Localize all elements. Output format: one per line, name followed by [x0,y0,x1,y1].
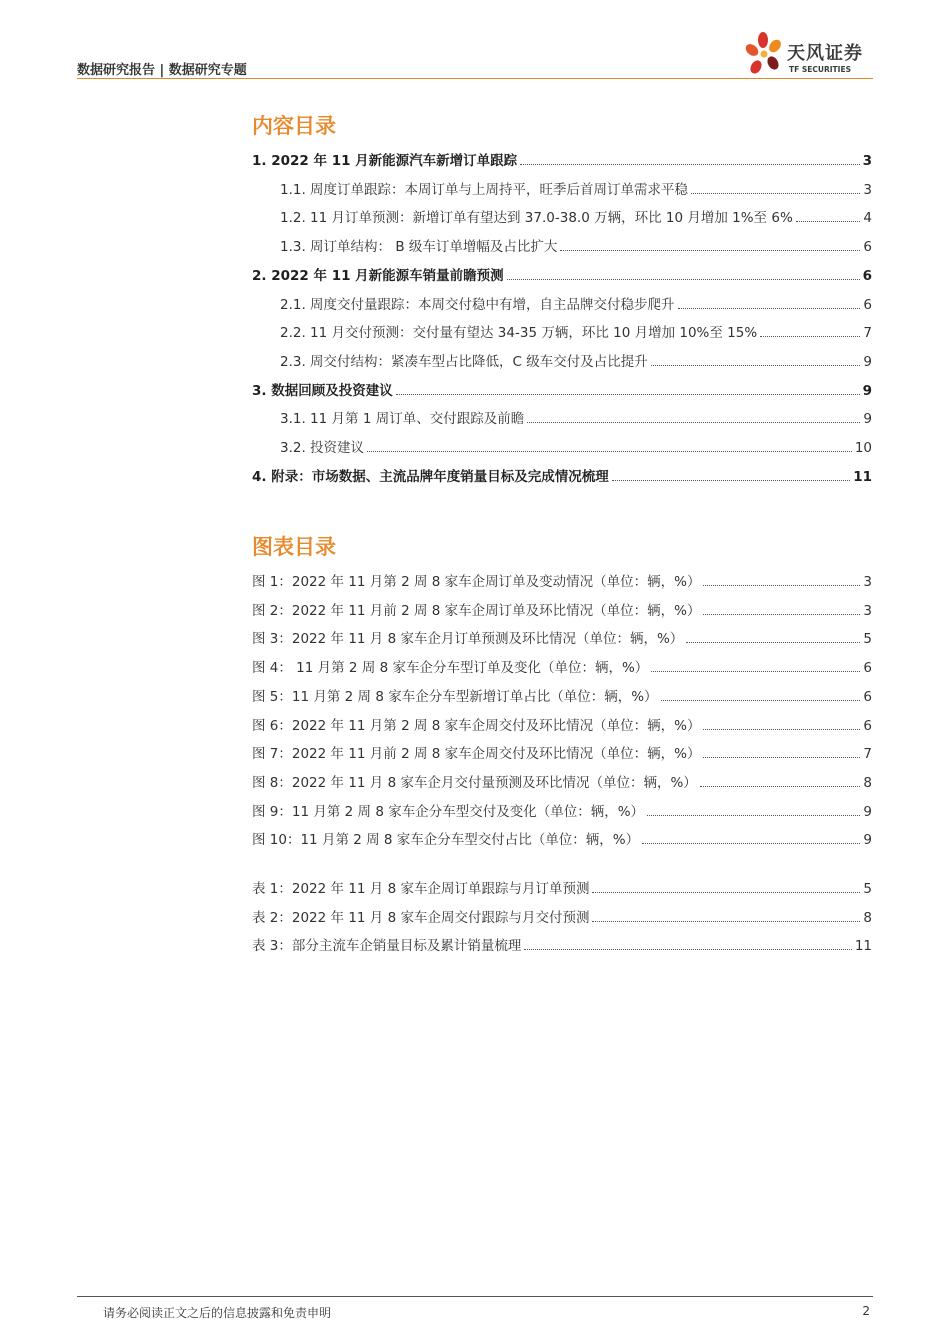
toc-entry-page: 3 [863,602,872,619]
toc-entry[interactable] [252,625,872,647]
toc-entry-text: 图 10：11 月第 2 周 8 家车企分车型交付占比（单位：辆，%） [252,832,640,849]
toc-entry-page: 3 [863,181,872,198]
toc-entry[interactable] [252,826,872,848]
toc-entry-text: 图 2：2022 年 11 月前 2 周 8 家车企周订单及环比情况（单位：辆，%） [252,602,701,619]
toc-entry[interactable] [252,798,872,820]
header-divider [77,78,873,79]
logo-text-cn: 天风证券 [787,43,863,64]
toc-entry[interactable] [252,683,872,705]
toc-leader-dots [527,422,860,423]
toc-entry-page: 11 [853,468,872,485]
toc-entry-page: 8 [863,909,872,926]
toc-entry[interactable] [252,769,872,791]
toc-entry[interactable] [252,712,872,734]
toc-entry-page: 9 [863,832,872,849]
toc-entry[interactable] [252,597,872,619]
toc-leader-dots [703,614,860,615]
toc-entry-page: 3 [863,574,872,590]
toc-entry[interactable] [252,147,872,169]
toc-entry[interactable] [280,348,872,370]
toc-entry-text: 图 8：2022 年 11 月 8 家车企月交付量预测及环比情况（单位：辆，%） [252,774,697,791]
toc-entry-page: 8 [863,774,872,791]
toc-entry-text: 3.2. 投资建议 [280,440,365,456]
toc-entry-text: 1.1. 周度订单跟踪：本周订单与上周持平，旺季后首周订单需求平稳 [280,181,689,198]
toc-entry-text: 3.1. 11 月第 1 周订单、交付跟踪及前瞻 [280,411,525,428]
toc-entry-page: 9 [863,803,872,820]
toc-entry[interactable] [280,204,872,226]
toc-entry[interactable] [280,434,872,456]
toc-entry-page: 11 [854,938,872,955]
toc-leader-dots [396,394,860,395]
toc-entry-text: 图 5：11 月第 2 周 8 家车企分车型新增订单占比（单位：辆，%） [252,688,658,705]
toc-leader-dots [524,949,851,950]
toc-entry[interactable] [252,654,872,676]
toc-entry-page: 9 [862,382,872,399]
toc-leader-dots [367,451,852,452]
toc-leader-dots [678,308,861,309]
toc-leader-dots [700,786,861,787]
toc-entry[interactable] [252,463,872,485]
toc-entry-page: 7 [863,325,872,342]
toc-leader-dots [507,279,860,280]
toc-leader-dots [560,250,860,251]
toc-entry-text: 3. 数据回顾及投资建议 [252,382,393,399]
toc-entry-page: 5 [863,631,872,648]
toc-entry-page: 10 [854,440,872,456]
toc-leader-dots [612,480,850,481]
toc-entry[interactable] [252,740,872,762]
toc-entry[interactable] [280,405,872,427]
toc-entry-text: 图 7：2022 年 11 月前 2 周 8 家车企周交付及环比情况（单位：辆，%） [252,746,701,763]
toc-entry-page: 4 [863,210,872,227]
toc-entry-text: 图 9：11 月第 2 周 8 家车企分车型交付及变化（单位：辆，%） [252,803,645,820]
toc-entry-text: 表 1：2022 年 11 月 8 家车企周订单跟踪与月订单预测 [252,881,590,897]
toc-entry-text: 1. 2022 年 11 月新能源汽车新增订单跟踪 [252,153,518,169]
toc-entry-page: 6 [862,267,872,284]
toc-entry-page: 5 [863,881,872,897]
toc-entry-text: 1.2. 11 月订单预测：新增订单有望达到 37.0-38.0 万辆，环比 10 月增加 1%至 6% [280,210,793,227]
toc-entry-text: 表 2：2022 年 11 月 8 家车企周交付跟踪与月交付预测 [252,909,590,926]
toc-leader-dots [651,671,860,672]
toc-entry-page: 9 [863,353,872,370]
toc-entry-page: 6 [863,239,872,256]
page-number: 2 [862,1304,870,1318]
toc-entry[interactable] [280,291,872,313]
toc-leader-dots [642,843,860,844]
logo-text-en: TF SECURITIES [789,65,851,74]
toc-leader-dots [703,729,860,730]
report-category: 数据研究报告 | 数据研究专题 [77,63,247,78]
toc-leader-dots [691,193,860,194]
toc-entry[interactable] [280,319,872,341]
toc-entry-text: 2.1. 周度交付量跟踪：本周交付稳中有增，自主品牌交付稳步爬升 [280,296,675,313]
toc-entry-text: 4. 附录：市场数据、主流品牌年度销量目标及完成情况梳理 [252,468,609,485]
toc-entry-page: 6 [863,296,872,313]
toc-leader-dots [796,221,861,222]
toc-entry[interactable] [252,875,872,897]
toc-entry-page: 6 [863,717,872,734]
toc-entry[interactable] [252,932,872,954]
toc-entry-text: 图 6：2022 年 11 月第 2 周 8 家车企周交付及环比情况（单位：辆，%） [252,717,701,734]
toc-title: 内容目录 [252,114,336,138]
toc-entry-text: 1.3. 周订单结构： B 级车订单增幅及占比扩大 [280,239,558,256]
toc-entry-text: 表 3：部分主流车企销量目标及累计销量梳理 [252,938,522,955]
toc-leader-dots [686,642,860,643]
toc-leader-dots [661,700,861,701]
toc-leader-dots [520,164,859,165]
toc-entry-text: 图 3：2022 年 11 月 8 家车企月订单预测及环比情况（单位：辆，%） [252,631,684,648]
toc-entry[interactable] [252,904,872,926]
toc-entry-page: 6 [863,688,872,705]
toc-entry-page: 3 [862,153,872,169]
toc-leader-dots [703,585,860,586]
toc-leader-dots [703,757,860,758]
footer-disclaimer: 请务必阅读正文之后的信息披露和免责申明 [103,1306,332,1320]
toc-entry-page: 9 [863,411,872,428]
toc-entry-text: 2.2. 11 月交付预测：交付量有望达 34-35 万辆，环比 10 月增加 10%至 15% [280,325,758,342]
toc-entry-text: 2.3. 周交付结构：紧凑车型占比降低，C 级车交付及占比提升 [280,353,648,370]
logo-flower-icon [743,30,787,80]
toc-entry-text: 图 4： 11 月第 2 周 8 家车企分车型订单及变化（单位：辆，%） [252,660,649,677]
toc-leader-dots [647,815,860,816]
toc-entry[interactable] [252,377,872,399]
toc-entry[interactable] [280,176,872,198]
figures-title: 图表目录 [252,535,336,559]
toc-leader-dots [651,365,861,366]
toc-entry-page: 6 [863,660,872,677]
toc-entry[interactable] [280,233,872,255]
toc-leader-dots [592,892,860,893]
toc-leader-dots [592,921,860,922]
toc-entry[interactable] [252,568,872,590]
toc-entry-text: 2. 2022 年 11 月新能源车销量前瞻预测 [252,267,504,284]
toc-entry[interactable] [252,262,872,284]
company-logo [743,30,873,80]
toc-entry-page: 7 [863,746,872,763]
toc-leader-dots [760,336,860,337]
toc-entry-text: 图 1：2022 年 11 月第 2 周 8 家车企周订单及变动情况（单位：辆，%） [252,574,701,590]
footer-divider [77,1296,873,1297]
